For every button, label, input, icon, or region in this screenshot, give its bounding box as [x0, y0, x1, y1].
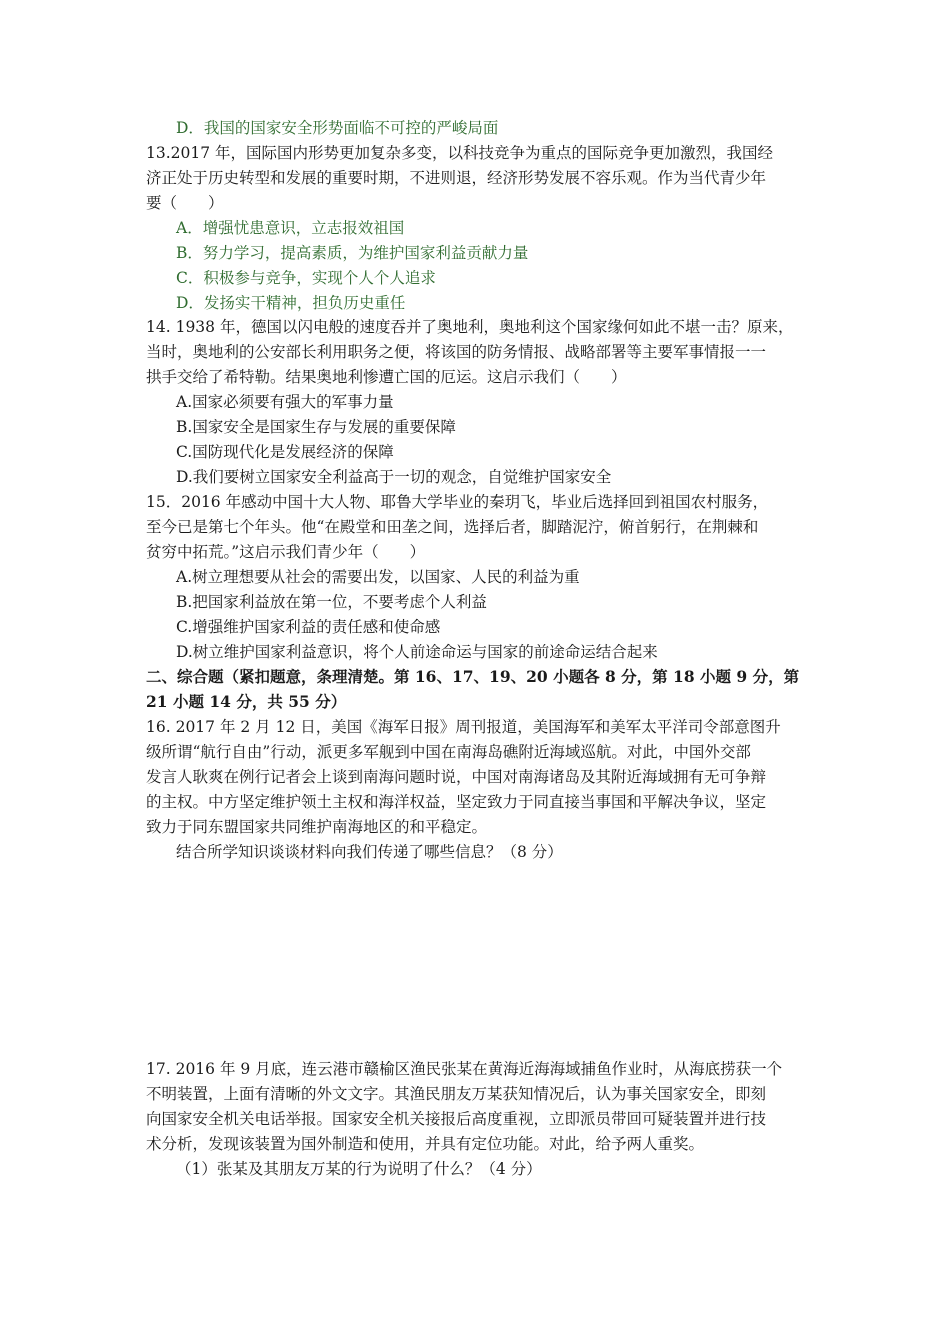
q15-option-a: A.树立理想要从社会的需要出发，以国家、人民的利益为重 [176, 568, 580, 586]
q16-stem-line-3: 发言人耿爽在例行记者会上谈到南海问题时说，中国对南海诸岛及其附近海域拥有无可争辩 [146, 768, 767, 786]
q15-option-d: D.树立维护国家利益意识，将个人前途命运与国家的前途命运结合起来 [176, 643, 658, 661]
q15-option-c: C.增强维护国家利益的责任感和使命感 [176, 618, 441, 636]
prev-option-d: D．我国的国家安全形势面临不可控的严峻局面 [176, 119, 499, 137]
q17-stem-line-1: 17. 2016 年 9 月底，连云港市赣榆区渔民张某在黄海近海海域捕鱼作业时，从海底捞获一个 [146, 1060, 783, 1078]
q16-stem-line-2: 级所谓“航行自由”行动，派更多军舰到中国在南海岛礁附近海域巡航。对此，中国外交部 [146, 743, 751, 761]
q13-stem-line-3: 要（ ） [146, 194, 224, 212]
q15-stem-line-2: 至今已是第七个年头。他“在殿堂和田垄之间，选择后者，脚踏泥泞，俯首躬行，在荆棘和 [146, 518, 759, 536]
q16-stem-line-1: 16. 2017 年 2 月 12 日，美国《海军日报》周刊报道，美国海军和美军太平洋司令部意图升 [146, 718, 781, 736]
q14-stem-line-3: 拱手交给了希特勒。结果奥地利惨遭亡国的厄运。这启示我们（ ） [146, 368, 627, 386]
q17-stem-line-2: 不明装置，上面有清晰的外文文字。其渔民朋友万某获知情况后，认为事关国家安全，即刻 [146, 1085, 767, 1103]
q14-stem-line-1: 14. 1938 年，德国以闪电般的速度吞并了奥地利，奥地利这个国家缘何如此不堪一击？原来， [146, 318, 794, 336]
q17-stem-line-3: 向国家安全机关电话举报。国家安全机关接报后高度重视，立即派员带回可疑装置并进行技 [146, 1110, 767, 1128]
q14-option-c: C.国防现代化是发展经济的保障 [176, 443, 394, 461]
q13-option-d: D．发扬实干精神，担负历史重任 [176, 294, 406, 312]
q15-option-b: B.把国家利益放在第一位，不要考虑个人利益 [176, 593, 487, 611]
q14-stem-line-2: 当时，奥地利的公安部长利用职务之便，将该国的防务情报、战略部署等主要军事情报一一 [146, 343, 767, 361]
q15-stem-line-1: 15．2016 年感动中国十大人物、耶鲁大学毕业的秦玥飞，毕业后选择回到祖国农村服务， [146, 493, 769, 511]
q13-option-b: B．努力学习，提高素质，为维护国家利益贡献力量 [176, 244, 529, 262]
q16-stem-line-5: 致力于同东盟国家共同维护南海地区的和平稳定。 [146, 818, 488, 836]
q13-stem-line-2: 济正处于历史转型和发展的重要时期，不进则退，经济形势发展不容乐观。作为当代青少年 [146, 169, 767, 187]
q15-stem-line-3: 贫穷中拓荒。”这启示我们青少年（ ） [146, 543, 426, 561]
q16-question: 结合所学知识谈谈材料向我们传递了哪些信息？（8 分） [176, 843, 563, 861]
q14-option-b: B.国家安全是国家生存与发展的重要保障 [176, 418, 456, 436]
q13-option-a: A．增强忧患意识，立志报效祖国 [176, 219, 405, 237]
section2-heading-line-1: 二、综合题（紧扣题意，条理清楚。第 16、17、19、20 小题各 8 分，第 18 小题 9 分，第 [146, 667, 800, 686]
q14-option-d: D.我们要树立国家安全利益高于一切的观念，自觉维护国家安全 [176, 468, 612, 486]
q14-option-a: A.国家必须要有强大的军事力量 [176, 393, 394, 411]
q13-stem-line-1: 13.2017 年，国际国内形势更加复杂多变，以科技竞争为重点的国际竞争更加激烈，我国经 [146, 144, 774, 162]
q17-sub-question-1: （1）张某及其朋友万某的行为说明了什么？（4 分） [176, 1160, 542, 1178]
q13-option-c: C．积极参与竞争，实现个人个人追求 [176, 269, 436, 287]
q16-stem-line-4: 的主权。中方坚定维护领土主权和海洋权益，坚定致力于同直接当事国和平解决争议，坚定 [146, 793, 767, 811]
section2-heading-line-2: 21 小题 14 分，共 55 分） [146, 692, 347, 711]
q17-stem-line-4: 术分析，发现该装置为国外制造和使用，并具有定位功能。对此，给予两人重奖。 [146, 1135, 705, 1153]
